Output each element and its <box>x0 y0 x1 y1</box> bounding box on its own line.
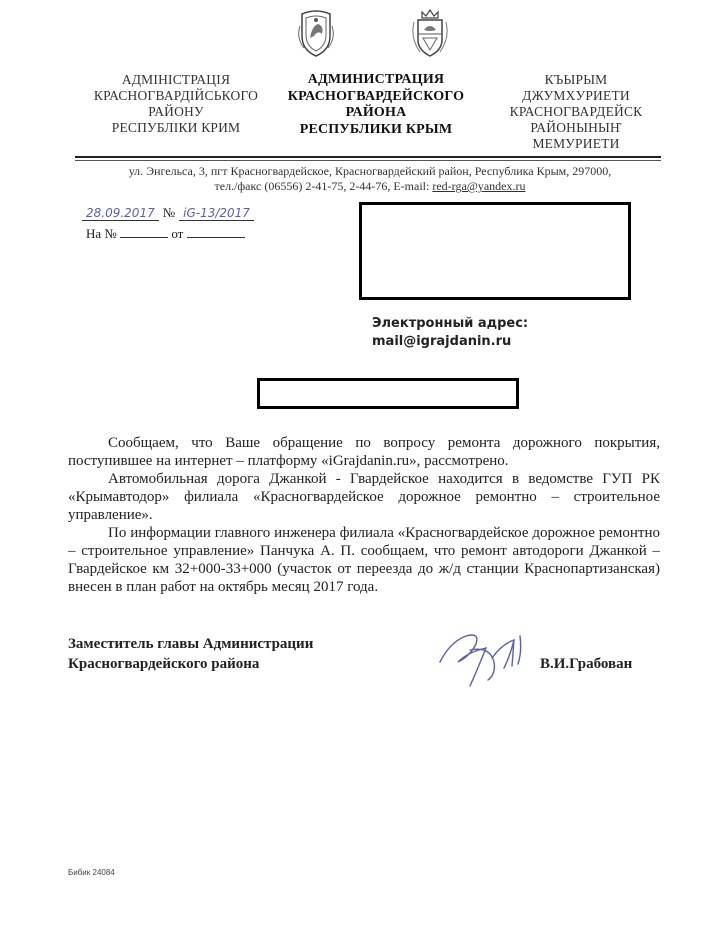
handwritten-signature-icon <box>430 622 540 692</box>
header-divider-thin <box>75 160 661 161</box>
signatory-name: В.И.Грабован <box>540 656 633 672</box>
header-left-line: РАЙОНУ <box>148 104 204 119</box>
header-center-line: КРАСНОГВАРДЕЙСКОГО <box>287 88 465 104</box>
contact-phone: тел./факс (06556) 2-41-75, 2-44-76, E-mail: <box>214 179 433 193</box>
header-left-line: КРАСНОГВАРДІЙСЬКОГО <box>93 88 259 103</box>
header-right-line: ДЖУМХУРИЕТИ <box>522 88 630 103</box>
redacted-salutation-box <box>257 378 519 409</box>
body-paragraph: Сообщаем, что Ваше обращение по вопросу ремонта дорожного покрытия, поступившее на интернет – платформу «iGrajdanin.ru», рассмотрено. <box>68 435 660 469</box>
incoming-number-blank <box>120 237 168 238</box>
header-right-line: РАЙОНЫНЫҤ <box>530 120 622 135</box>
header-center-line: АДМИНИСТРАЦИЯ <box>307 72 445 87</box>
letter-body <box>68 434 660 596</box>
header-left-line: АДМІНІСТРАЦІЯ <box>121 72 231 87</box>
header-center-line: РЕСПУБЛИКИ КРЫМ <box>299 121 453 137</box>
body-paragraph: Автомобильная дорога Джанкой - Гвардейское находится в ведомстве ГУП РК «Крымавтодор» филиала «Красногвардейское дорожное ремонтно – строительное управление». <box>68 471 660 523</box>
header-ukrainian-block <box>76 72 276 136</box>
header-divider <box>75 156 661 158</box>
incoming-date-blank <box>187 237 245 238</box>
outgoing-number: iG-13/2017 <box>179 206 254 221</box>
incoming-date-label: от <box>171 226 184 241</box>
header-right-line: КРАСНОГВАРДЕЙСК <box>509 104 643 119</box>
header-left-line: РЕСПУБЛІКИ КРИМ <box>111 120 241 135</box>
body-paragraph: По информации главного инженера филиала «Красногвардейское дорожное ремонтно – строительное управление» Панчука А. П. сообщаем, что ремонт автодороги Джанкой – Гвардейское км 32+000-33+000 (участок от переезда до ж/д станции Краснопартизанская) внесен в план работ на октябрь месяц 2017 года. <box>68 525 660 595</box>
outgoing-date: 28.09.2017 <box>82 206 159 221</box>
header-right-line: МЕМУРИЕТИ <box>532 136 620 151</box>
contact-email-link[interactable]: red-rga@yandex.ru <box>432 179 526 193</box>
recipient-email-label: Электронный адрес: <box>372 316 529 331</box>
incoming-number-label: На № <box>86 226 117 241</box>
redacted-recipient-box <box>359 202 631 300</box>
signatory-position-line: Красногвардейского района <box>68 656 260 672</box>
signatory-position <box>68 634 313 674</box>
executor-note: Бибик 24084 <box>68 868 115 877</box>
incoming-reference <box>86 226 245 242</box>
header-center-line: РАЙОНА <box>345 105 407 120</box>
number-label: № <box>162 205 176 220</box>
header-right-line: КЪЫРЫМ <box>544 72 608 87</box>
address-line: ул. Энгельса, 3, пгт Красногвардейское, Красногвардейский район, Республика Крым, 297000, <box>128 164 612 178</box>
header-crimean-tatar-block <box>476 72 676 152</box>
header-russian-block <box>276 72 476 138</box>
outgoing-reference <box>82 204 322 222</box>
contact-line <box>60 179 680 194</box>
krasnogvardeysky-district-emblem-icon <box>410 8 450 58</box>
crimea-coat-of-arms-icon <box>296 8 336 58</box>
recipient-email: mail@igrajdanin.ru <box>372 334 512 349</box>
signatory-position-line: Заместитель главы Администрации <box>68 636 314 652</box>
